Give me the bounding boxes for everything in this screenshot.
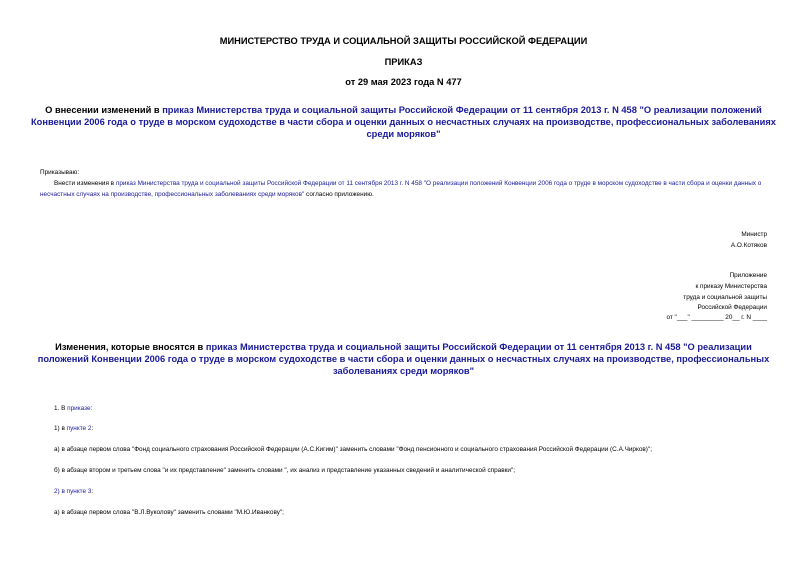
prikazyvayu-label: Приказываю: (40, 169, 80, 176)
item-1-1-link[interactable]: пункте 2 (66, 425, 92, 432)
item-a-2: а) в абзаце первом слова "В.Л.Вуколову" заменить словами "М.Ю.Иванкову"; (54, 509, 284, 516)
item-1-1-suffix: : (91, 425, 94, 432)
signature-position: Министр (741, 231, 767, 238)
appendix-line-5: от "___" _________ 20__ г. N ____ (666, 314, 767, 321)
title-order-link[interactable]: приказ Министерства труда и социальной защиты Российской Федерации от 11 сентября 2013 г. N 458 "О реализации положений Конвенции 2006 года о труде в морском судоходстве в части сбора и оценки данных о несчастных случаях на производстве, профессиональных заболеваниях среди моряков" (31, 105, 776, 139)
item-1-prefix: 1. В (54, 405, 68, 412)
item-a-1: а) в абзаце первом слова "Фонд социального страхования Российской Федерации (А.С.Кигим)" заменить словами "Фонд пенсионного и социального страхования Российской Федерации (С.А.Чирков)"; (54, 446, 652, 453)
item-2 (54, 486, 93, 497)
main-paragraph-suffix: согласно приложению. (304, 191, 374, 198)
changes-title-order-link[interactable]: приказ Министерства труда и социальной защиты Российской Федерации от 11 сентября 2013 г. N 458 "О реализации положений Конвенции 2006 года о труде в морском судоходстве в части сбора и оценки данных о несчастных случаях на производстве, профессиональных заболеваниях среди моряков" (37, 342, 770, 376)
doc-type-heading: ПРИКАЗ (384, 57, 423, 67)
item-1-1-prefix: 1) в (54, 425, 67, 432)
main-paragraph-order-link[interactable]: приказ Министерства труда и социальной защиты Российской Федерации от 11 сентября 2013 г. N 458 "О реализации положений Конвенции 2006 года о труде в морском судоходстве в части сбора и оценки данных о несчастных случаях на производстве, профессиональных заболеваниях среди моряков" (40, 180, 762, 198)
title-prefix: О внесении изменений в (45, 105, 163, 115)
document-title (30, 104, 777, 140)
main-paragraph (40, 178, 775, 200)
item-1-link[interactable]: приказе (67, 405, 91, 412)
item-1-suffix: : (90, 405, 93, 412)
item-1 (54, 403, 92, 414)
appendix-line-3: труда и социальной защиты (683, 294, 767, 301)
item-b-1: б) в абзаце втором и третьем слова "и их представление" заменить словами ", их анализ и представление указанных сведений и аналитической справки"; (54, 467, 516, 474)
appendix-line-2: к приказу Министерства (695, 283, 767, 290)
changes-title-prefix: Изменения, которые вносятся в (55, 342, 206, 352)
item-2-link[interactable]: 2) в пункте 3 (54, 488, 92, 495)
main-paragraph-prefix: Внести изменения в (54, 180, 116, 187)
appendix-line-1: Приложение (729, 272, 767, 279)
doc-date-number: от 29 мая 2023 года N 477 (345, 77, 462, 87)
signature-name: А.О.Котяков (730, 242, 767, 249)
item-1-1 (54, 423, 93, 434)
item-2-suffix: : (91, 488, 94, 495)
appendix-line-4: Российской Федерации (697, 304, 767, 311)
ministry-heading: МИНИСТЕРСТВО ТРУДА И СОЦИАЛЬНОЙ ЗАЩИТЫ РОССИЙСКОЙ ФЕДЕРАЦИИ (219, 36, 588, 46)
changes-title (30, 341, 777, 377)
